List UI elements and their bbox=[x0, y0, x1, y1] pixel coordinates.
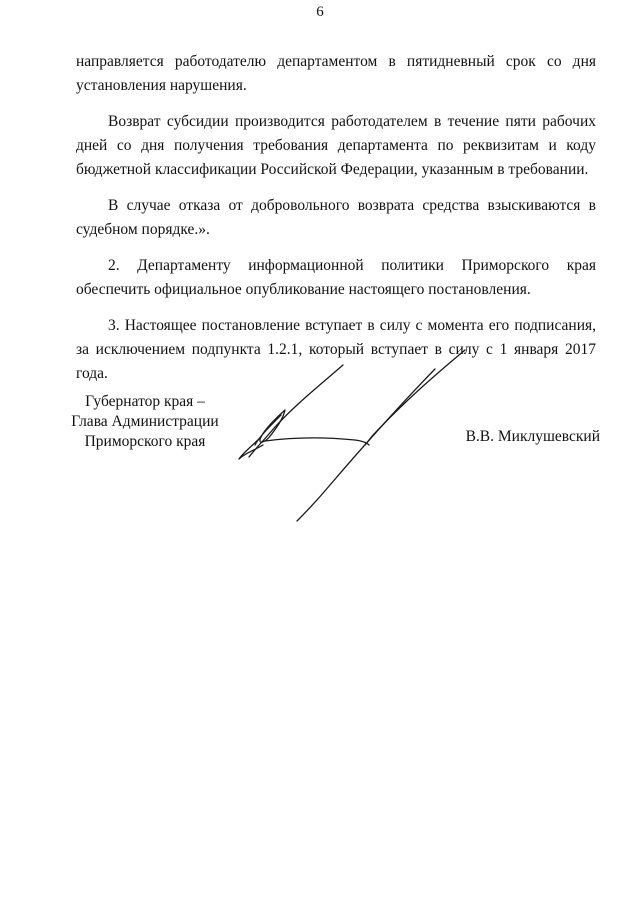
paragraph-5: 3. Настоящее постановление вступает в силу с момента его подписания, за исключением подпункта 1.2.1, который вступает в силу с 1 января 2017 года. bbox=[76, 317, 596, 382]
paragraph-4: 2. Департаменту информационной политики Приморского края обеспечить официальное опубликование настоящего постановления. bbox=[76, 257, 596, 298]
paragraph-2: Возврат субсидии производится работодателем в течение пяти рабочих дней со дня получения требования департамента по реквизитам и коду бюджетной классификации Российской Федерации, указанным в требовании. bbox=[76, 113, 596, 178]
paragraph-1: направляется работодателю департаментом в пятидневный срок со дня установления нарушения. bbox=[76, 53, 596, 94]
signatory-title bbox=[60, 392, 230, 452]
signature-stroke-1 bbox=[249, 365, 343, 457]
paragraph-3: В случае отказа от добровольного возврата средства взыскиваются в судебном порядке.». bbox=[76, 197, 596, 238]
signatory-title-line-1: Губернатор края – bbox=[85, 393, 205, 410]
signatory-title-line-2: Глава Администрации bbox=[71, 413, 219, 430]
signature-stroke-5 bbox=[265, 438, 369, 445]
page-number: 6 bbox=[316, 4, 324, 20]
signatory-title-line-3: Приморского края bbox=[84, 433, 206, 450]
signer-name: В.В. Миклушевский bbox=[465, 428, 600, 445]
signature-stroke-7 bbox=[297, 369, 435, 521]
